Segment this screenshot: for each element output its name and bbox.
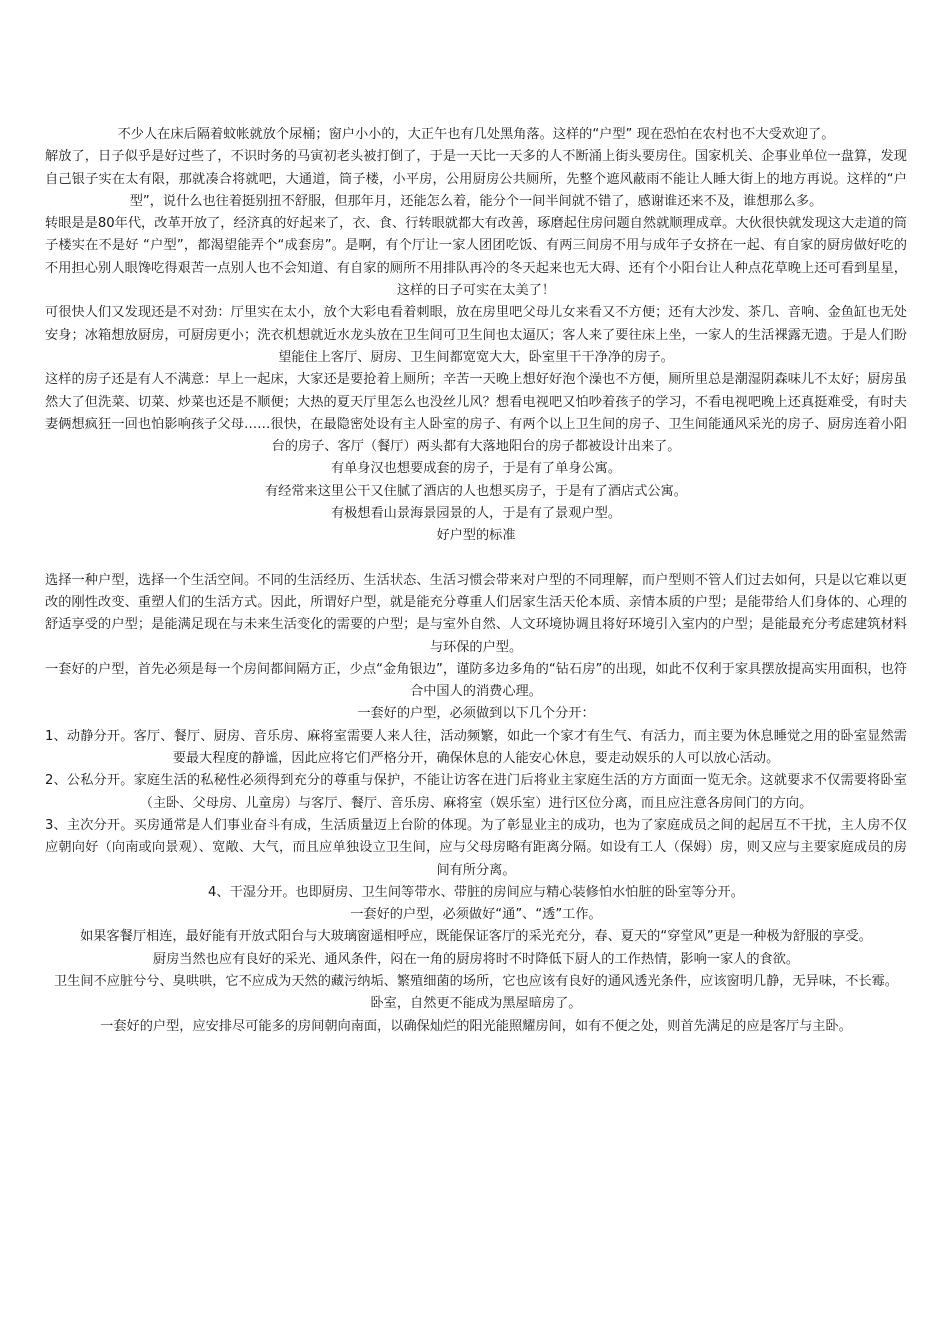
paragraph: 这样的房子还是有人不满意：早上一起床，大家还是要抢着上厕所；辛苦一天晚上想好好泡个澡也不方便，厕所里总是潮湿阴森味儿不太好；厨房虽然大了但洗菜、切菜、炒菜也还是不顺便；大热的夏天厅里怎么也没丝儿风？想看电视吧又怕吵着孩子的学习，不看电视吧晚上还真挺难受，有时夫妻俩想疯狂一回也怕影响孩子父母……很快，在最隐密处设有主人卧室的房子、有两个以上卫生间的房子、卫生间能通风采光的房子、厨房连着小阳台的房子、客厅（餐厅）两头都有大落地阳台的房子都被设计出来了。 [45,372,907,455]
paragraph: 一套好的户型，必须做好“通”、“透”工作。 [350,907,602,923]
document-page [45,124,907,1038]
paragraph: 一套好的户型，首先必须是每一个房间都间隔方正，少点“金角银边”，谨防多边多角的“钻石房”的出现，如此不仅利于家具摆放提高实用面积，也符合中国人的消费心理。 [45,661,907,700]
list-item: 1、动静分开。客厅、餐厅、厨房、音乐房、麻将室需要人来人往，活动频繁，如此一个家才有生气、有活力，而主要为休息睡觉之用的卧室显然需要最大程度的静谧，因此应将它们严格分开，确保休息的人能安心休息，要走动娱乐的人可以放心活动。 [45,728,907,767]
paragraph: 有经常来这里公干又住腻了酒店的人也想买房子，于是有了酒店式公寓。 [265,483,687,499]
blank-line [45,548,907,570]
paragraph: 转眼是是80年代，改革开放了，经济真的好起来了，衣、食、行转眼就都大有改善，琢磨起住房问题自然就顺理成章。大伙很快就发现这大走道的筒子楼实在不是好 “户型”，都渴望能弄个“成套房”。是啊，有个厅让一家人团团吃饭、有两三间房不用与成年子女挤在一起、有自家的厨房做好吃的不用担心别人眼馋吃得艰苦一点别人也不会知道、有自家的厕所不用排队再冷的冬天起来也无大碍、还有个小阳台让人种点花草晚上还可看到星星，这样的日子可实在太美了！ [45,216,907,299]
paragraph: 一套好的户型，应安排尽可能多的房间朝向南面，以确保灿烂的阳光能照耀房间，如有不便之处，则首先满足的应是客厅与主卧。 [100,1018,852,1034]
paragraph: 选择一种户型，选择一个生活空间。不同的生活经历、生活状态、生活习惯会带来对户型的不同理解，而户型则不管人们过去如何，只是以它难以更改的刚性改变、重塑人们的生活方式。因此，所谓好户型，就是能充分尊重人们居家生活天伦本质、亲情本质的户型；是能带给人们身体的、心理的舒适享受的户型；是能满足现在与未来生活变化的需要的户型；是与室外自然、人文环境协调且将好环境引入室内的户型；是能最充分考虑建筑材料与环保的户型。 [45,572,907,655]
paragraph: 如果客餐厅相连，最好能有开放式阳台与大玻璃窗遥相呼应，既能保证客厅的采光充分，春、夏天的“穿堂风”更是一种极为舒服的享受。 [80,929,872,945]
paragraph: 有单身汉也想要成套的房子，于是有了单身公寓。 [330,461,622,477]
paragraph: 可很快人们又发现还是不对劲：厅里实在太小，放个大彩电看着刺眼，放在房里吧父母儿女来看又不方便；还有大沙发、茶几、音响、金鱼缸也无处安身；冰箱想放厨房，可厨房更小；洗衣机想就近水龙头放在卫生间可卫生间也太逼仄；客人来了要往床上坐，一家人的生活裸露无遗。于是人们盼望能住上客厅、厨房、卫生间都宽宽大大，卧室里干干净净的房子。 [45,305,907,365]
paragraph: 有极想看山景海景园景的人，于是有了景观户型。 [330,506,622,522]
paragraph: 一套好的户型，必须做到以下几个分开： [357,706,595,722]
list-item: 3、主次分开。买房通常是人们事业奋斗有成，生活质量迈上台阶的体现。为了彰显业主的成功，也为了家庭成员之间的起居互不干扰，主人房不仅应朝向好（向南或向景观）、宽敞、大气，而且应单独设立卫生间，应与父母房略有距离分隔。如设有工人（保姆）房，则又应与主要家庭成员的房间有所分离。 [45,817,907,878]
list-item: 2、公私分开。家庭生活的私秘性必须得到充分的尊重与保护，不能让访客在进门后将业主家庭生活的方方面面一览无余。这就要求不仅需要将卧室（主卧、父母房、儿童房）与客厅、餐厅、音乐房、麻将室（娱乐室）进行区位分离，而且应注意各房间门的方向。 [45,773,907,811]
section-heading: 好户型的标准 [436,528,516,544]
paragraph: 解放了，日子似乎是好过些了，不识时务的马寅初老头被打倒了，于是一天比一天多的人不断涌上街头要房住。国家机关、企事业单位一盘算，发现自己银子实在太有限，那就凑合将就吧，大通道，筒子楼，小平房，公用厨房公共厕所，先整个遮风蔽雨不能让人睡大街上的地方再说。这样的“户型”，说什么也往着挺别扭不舒服，但那年月，还能怎么着，能分个一间半间就不错了，感谢谁还来不及，谁想那么多。 [45,149,907,209]
paragraph: 厨房当然也应有良好的采光、通风条件，闷在一角的厨房将时不时降低下厨人的工作热情，影响一家人的食欲。 [152,951,800,967]
paragraph: 卧室，自然更不能成为黑屋暗房了。 [370,996,582,1012]
paragraph: 卫生间不应脏兮兮、臭哄哄，它不应成为天然的藏污纳垢、繁殖细菌的场所，它也应该有良好的通风透光条件，应该窗明几静，无异味，不长霉。 [54,973,898,989]
list-item: 4、干湿分开。也即厨房、卫生间等带水、带脏的房间应与精心装修怕水怕脏的卧室等分开。 [208,884,744,900]
paragraph: 不少人在床后隔着蚊帐就放个尿桶；窗户小小的，大正午也有几处黑角落。这样的“户型” 现在恐怕在农村也不大受欢迎了。 [117,127,835,142]
